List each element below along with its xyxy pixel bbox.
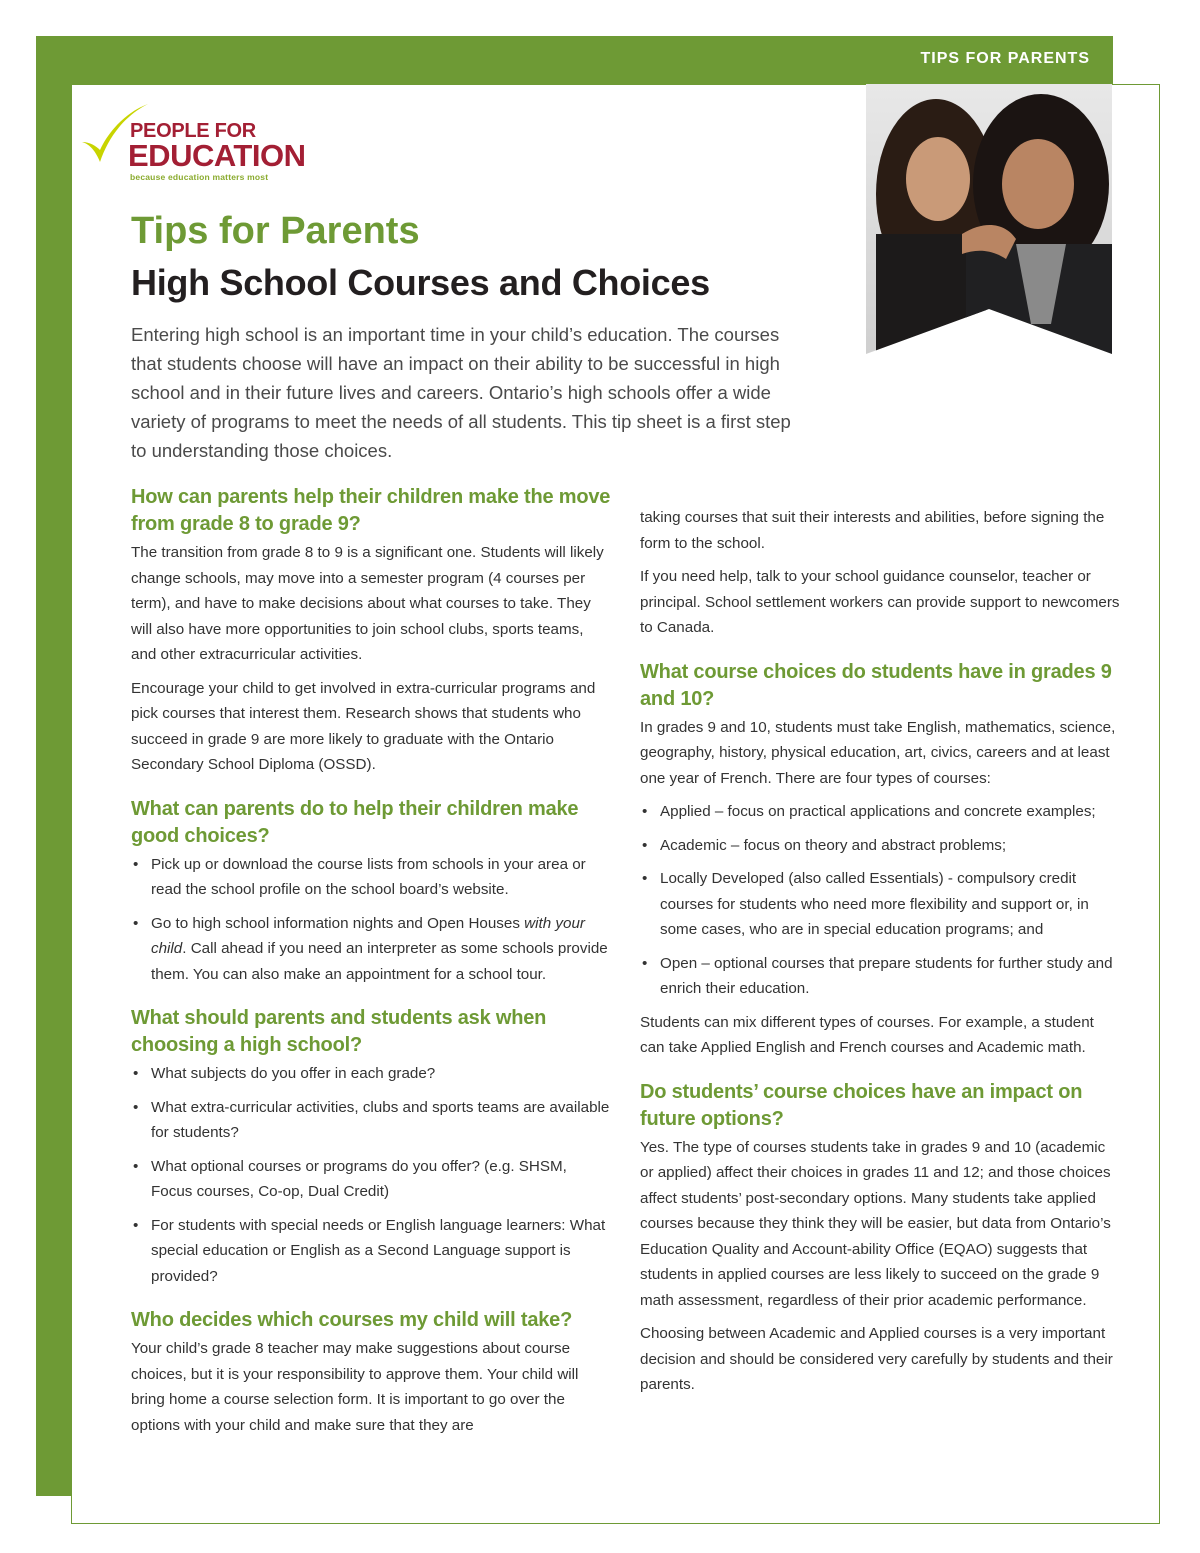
right-column [640, 505, 1120, 1416]
bullet-list [640, 799, 1120, 1002]
section-future-options [640, 1079, 1120, 1398]
list-item: • Applied – focus on practical applications and concrete examples; [640, 799, 1120, 825]
list-item: • What optional courses or programs do you offer? (e.g. SHSM, Focus courses, Co-op, Dual Credit) [131, 1154, 611, 1205]
people-for-education-logo [80, 100, 310, 190]
parents-photo [866, 84, 1112, 354]
paragraph: Students can mix different types of courses. For example, a student can take Applied English and French courses and Academic math. [640, 1013, 1094, 1056]
paragraph: The transition from grade 8 to 9 is a significant one. Students will likely change schools, may move into a semester program (4 courses per term), and have to make decisions about what courses to take. They will also have more opportunities to join school clubs, sports teams, and other extracurricular activities. [131, 544, 604, 663]
list-item-emphasis: with your child [151, 914, 585, 957]
header-tag: TIPS FOR PARENTS [920, 50, 1090, 67]
list-item: • Open – optional courses that prepare students for further study and enrich their education. [640, 951, 1120, 1002]
list-item: • For students with special needs or English language learners: What special education or English as a Second Language support is provided? [131, 1213, 611, 1290]
section-heading: What course choices do students have in grades 9 and 10? [640, 660, 1112, 710]
paragraph: Encourage your child to get involved in extra-curricular programs and pick courses that interest them. Research shows that students who succeed in grade 9 are more likely to graduate with the Ontario Secondary School Diploma (OSSD). [131, 679, 596, 773]
intro-paragraph: Entering high school is an important time in your child’s education. The courses that students choose will have an impact on their ability to be successful in high school and in their future lives and careers. Ontario’s high schools offer a wide variety of programs to meet the needs of all students. This tip sheet is a first step to understanding those choices. [131, 324, 791, 461]
section-heading: Do students’ course choices have an impact on future options? [640, 1080, 1083, 1130]
page-title: Tips for Parents [131, 210, 420, 252]
section-good-choices [131, 796, 611, 988]
list-item-text: Go to high school information nights and Open Houses [151, 914, 525, 932]
section-heading: What should parents and students ask when choosing a high school? [131, 1007, 547, 1056]
paragraph: Yes. The type of courses students take in grades 9 and 10 (academic or applied) affect their choices in grades 11 and 12; and those choices affect students’ post-secondary options. Many students take applied courses because they think they will be easier, but data from Ontario’s Education Quality and Account-ability Office (EQAO) suggests that students in applied courses are less likely to succeed on the grade 9 math assessment, regardless of their prior academic performance. [640, 1138, 1111, 1309]
logo-text-line1: PEOPLE FOR [130, 120, 256, 142]
section-transition [131, 484, 611, 778]
list-item: • Pick up or download the course lists from schools in your area or read the school profile on the school board’s website. [131, 852, 611, 903]
paragraph: Choosing between Academic and Applied courses is a very important decision and should be considered very carefully by students and their parents. [640, 1325, 1113, 1393]
bullet-list [131, 1061, 611, 1289]
list-item: • Locally Developed (also called Essentials) - compulsory credit courses for students who need more flexibility and support or, in some cases, who are in special education programs; and [640, 866, 1120, 943]
section-course-choices [640, 659, 1120, 1061]
paragraph: If you need help, talk to your school guidance counselor, teacher or principal. School settlement workers can provide support to newcomers to Canada. [640, 568, 1120, 636]
list-item-text: . Call ahead if you need an interpreter as some schools provide them. You can also make an appointment for a school tour. [151, 940, 608, 983]
section-heading: What can parents do to help their children make good choices? [131, 797, 579, 847]
list-item: • What extra-curricular activities, clubs and sports teams are available for students? [131, 1095, 611, 1146]
paragraph: Your child’s grade 8 teacher may make suggestions about course choices, but it is your responsibility to approve them. Your child will bring home a course selection form. It is important to go over the options with your child and make sure that they are [131, 1340, 579, 1434]
section-choosing-school [131, 1005, 611, 1289]
section-heading: How can parents help their children make the move from grade 8 to grade 9? [131, 486, 611, 535]
list-item [131, 911, 611, 988]
section-who-decides [131, 1307, 611, 1438]
paragraph: In grades 9 and 10, students must take English, mathematics, science, geography, history, physical education, art, civics, careers and at least one year of French. There are four types of courses: [640, 718, 1116, 787]
list-item: • Academic – focus on theory and abstract problems; [640, 833, 1120, 859]
logo-text-line2: EDUCATION [128, 138, 306, 173]
left-column [131, 484, 611, 1456]
section-continued [640, 505, 1120, 641]
logo-tagline: because education matters most [130, 172, 269, 182]
list-item: • What subjects do you offer in each grade? [131, 1061, 611, 1087]
bullet-list [131, 852, 611, 988]
page-subtitle: High School Courses and Choices [131, 262, 710, 303]
paragraph: taking courses that suit their interests and abilities, before signing the form to the school. [640, 509, 1105, 552]
section-heading: Who decides which courses my child will take? [131, 1309, 573, 1331]
